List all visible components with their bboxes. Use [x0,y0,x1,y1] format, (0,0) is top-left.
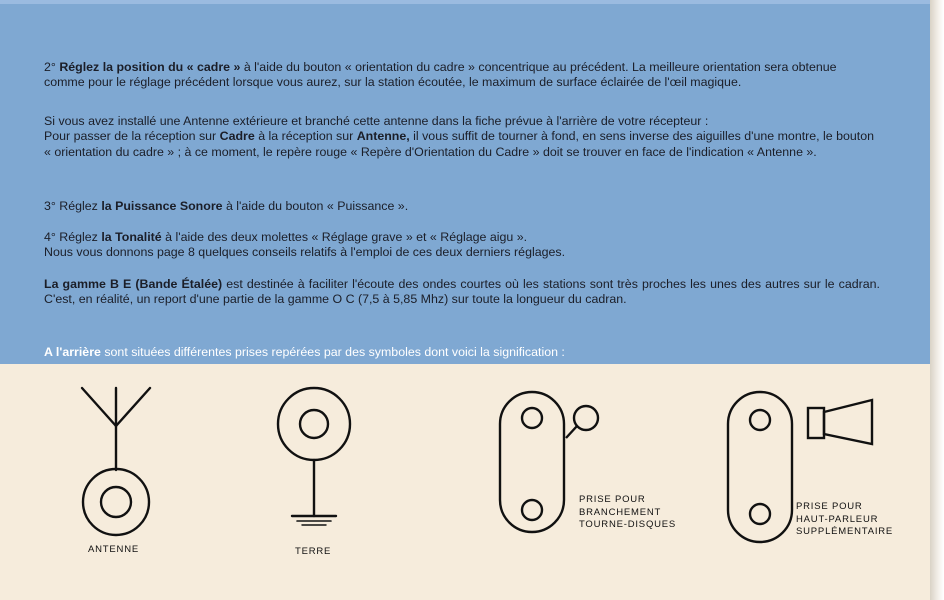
rear-intro [44,345,880,360]
step-4-paragraph [44,230,880,261]
antenna-note-text-c: à la réception sur [254,129,357,144]
loudspeaker-caption-line3: SUPPLÉMENTAIRE [796,526,894,537]
step-3-number: 3° [44,199,56,213]
step-4-number: 4° [44,230,56,244]
loudspeaker-caption [796,501,893,539]
turntable-caption-line2: BRANCHEMENT [579,506,662,518]
antenna-note [44,114,880,160]
cadre-bold: Cadre [219,129,255,144]
gamme-be-paragraph [44,277,880,308]
rear-text: sont situées différentes prises repérées par des symboles dont voici la signification : [100,345,565,359]
step-3-heading: la Puissance Sonore [101,199,223,213]
step-3-paragraph [44,199,880,214]
step-4-line2: Nous vous donnons page 8 quelques conseils relatifs à l'emploi de ces deux derniers réglages. [44,245,566,260]
earth-ground-icon [272,382,362,532]
loudspeaker-caption-line1: PRISE POUR [796,501,863,512]
top-border [0,0,936,4]
step-4-text-a: Réglez [55,230,102,244]
step-4-heading: la Tonalité [101,230,162,244]
step-2-paragraph [44,60,880,91]
step-2-text: à l'aide du bouton « orientation du cadre » concentrique au précédent. La meilleure orientation sera obtenue comme pour le réglage précédent lorsque vous aurez, sur la station écoutée, le maximum de surface éclairée de l'œil magique. [44,60,837,90]
step-4-text: à l'aide des deux molettes « Réglage grave » et « Réglage aigu ». [161,230,528,244]
antenne-label: ANTENNE [88,544,139,555]
antenne-bold: Antenne, [356,129,410,144]
antenna-note-text-a: Pour passer de la réception sur [44,129,220,144]
loudspeaker-caption-line2: HAUT-PARLEUR [796,513,879,525]
turntable-caption-line3: TOURNE-DISQUES [579,519,677,530]
step-2-heading: Réglez la position du « cadre » [59,60,241,74]
turntable-caption [579,494,676,532]
rear-heading: A l'arrière [44,345,101,359]
step-3-text: à l'aide du bouton « Puissance ». [222,199,409,213]
gamme-be-text: est destinée à faciliter l'écoute des ondes courtes où les stations sont très proches les unes des autres sur le cadran. C'est, en réalité, un report d'une partie de la gamme O C (7,5 à 5,85 Mhz) sur toute la longueur du cadran. [44,277,880,307]
step-2-number: 2° [44,60,56,74]
step-3-text-a: Réglez [55,199,102,213]
page-edge [930,0,944,600]
gamme-be-heading: La gamme B E (Bande Étalée) [44,277,223,291]
terre-label: TERRE [295,546,332,557]
antenna-note-text-d: il vous suffit de tourner à fond, en sens inverse des aiguilles d'une montre, le bouton « orientation du cadre » ; à ce moment, le repère rouge « Repère d'Orientation du Cadre » doit se trouver en face de l'indication « Antenne ». [44,129,875,159]
antenna-symbol-icon [70,382,162,542]
turntable-caption-line1: PRISE POUR [579,494,646,505]
antenna-note-line1: Si vous avez installé une Antenne extérieure et branché cette antenne dans la fiche prévue à l'arrière de votre récepteur : [44,114,709,128]
